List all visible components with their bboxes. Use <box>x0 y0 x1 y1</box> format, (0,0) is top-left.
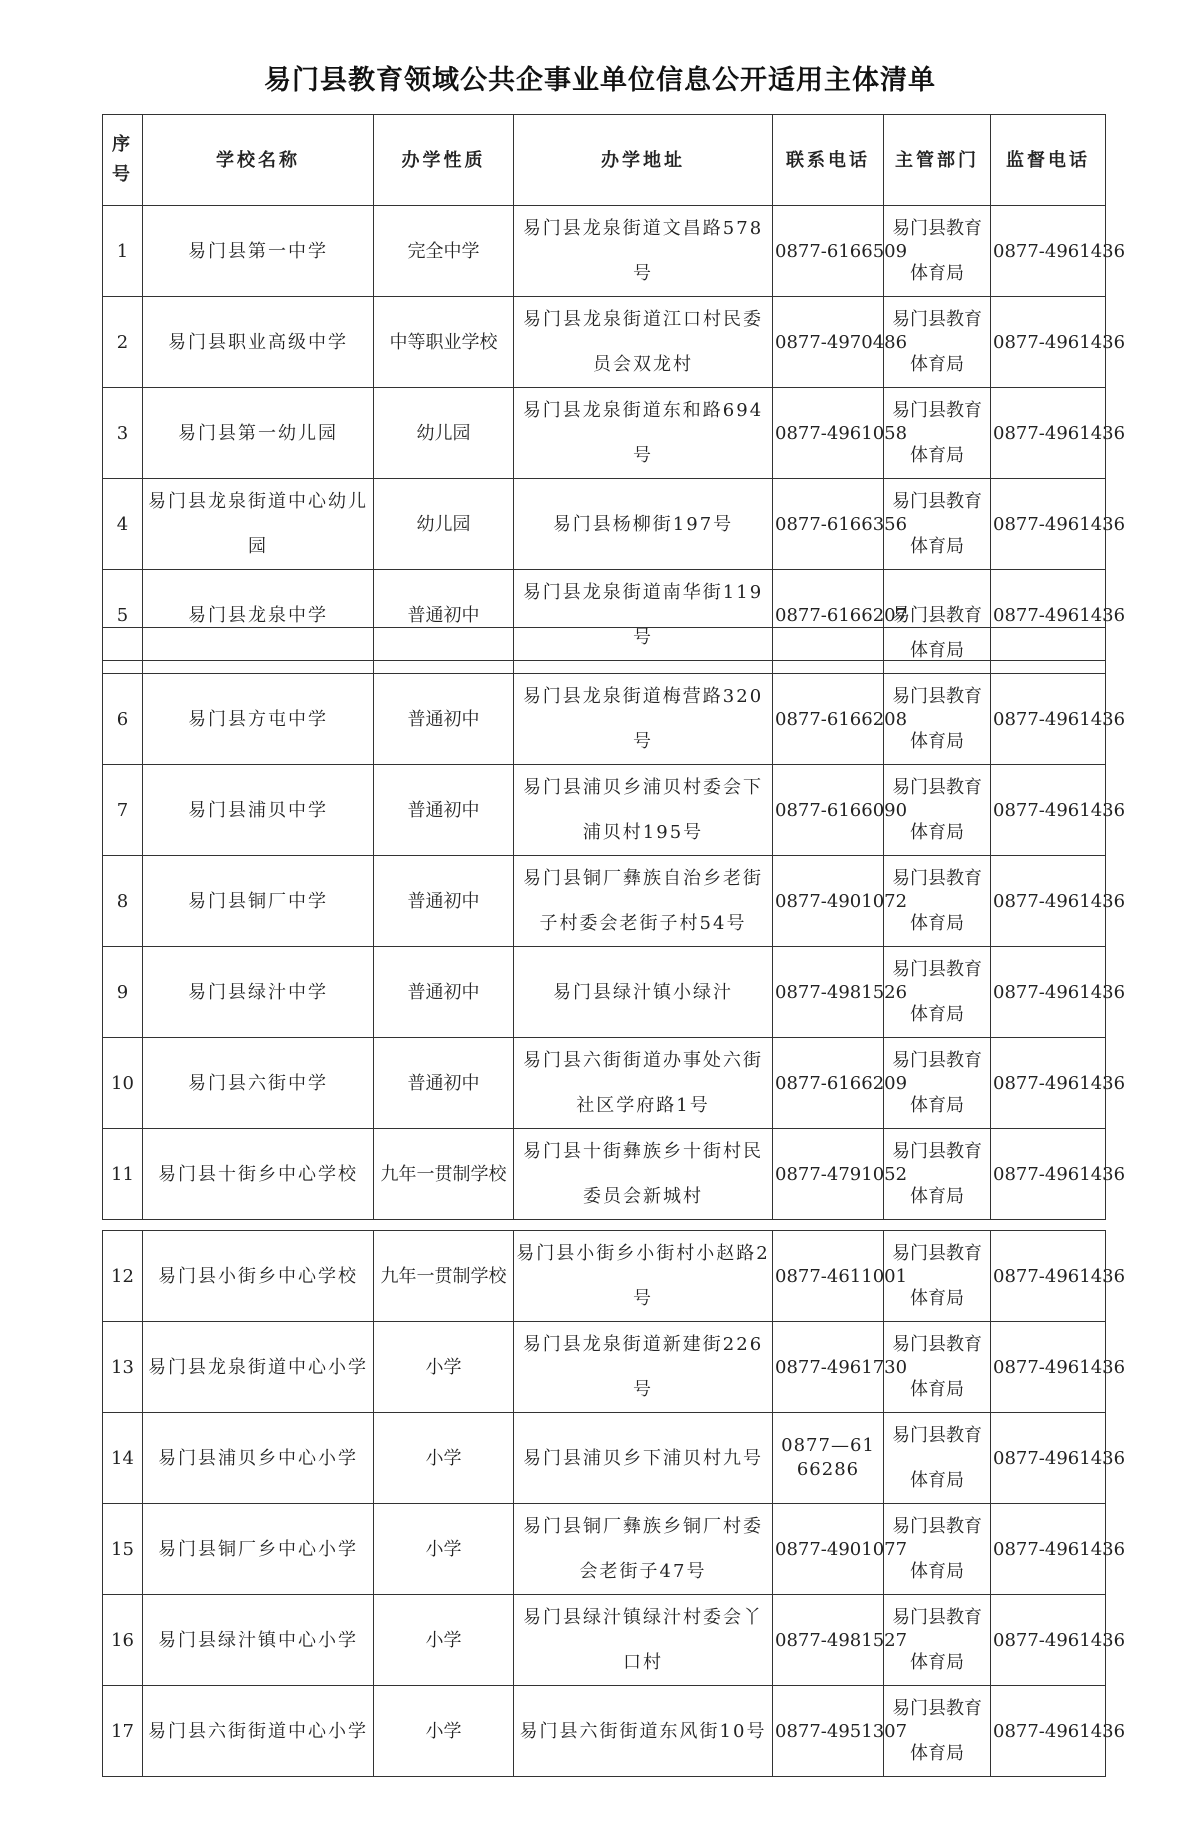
cell-seq: 10 <box>103 1038 143 1129</box>
cell-phone: 0877-4970486 <box>773 297 884 388</box>
table-row <box>103 1686 1106 1777</box>
schools-table-part-1 <box>102 114 1126 661</box>
cell-seq: 4 <box>103 479 143 570</box>
cell-address: 易门县杨柳街197号 <box>514 479 773 570</box>
cell-nature: 小学 <box>374 1322 514 1413</box>
table-row <box>103 765 1106 856</box>
cell-supervise: 0877-4961436 <box>991 1504 1106 1595</box>
cell-dept: 易门县教育体育局 <box>884 479 991 570</box>
cell-dept: 易门县教育体育局 <box>884 1322 991 1413</box>
table-row <box>103 856 1106 947</box>
cell-address: 易门县龙泉街道梅营路320号 <box>514 674 773 765</box>
cell-address: 易门县铜厂彝族自治乡老街子村委会老街子村54号 <box>514 856 773 947</box>
cell-seq: 16 <box>103 1595 143 1686</box>
cell-dept: 易门县教育体育局 <box>884 1038 991 1129</box>
cell-phone: 0877-4961730 <box>773 1322 884 1413</box>
cell-address: 易门县龙泉街道文昌路578号 <box>514 206 773 297</box>
cell-school-name: 易门县浦贝中学 <box>143 765 374 856</box>
cell-phone: 0877-6166509 <box>773 206 884 297</box>
cell-school-name: 易门县小街乡中心学校 <box>143 1231 374 1322</box>
cell-school-name: 易门县绿汁镇中心小学 <box>143 1595 374 1686</box>
cell-school-name: 易门县六街街道中心小学 <box>143 1686 374 1777</box>
cell-nature: 幼儿园 <box>374 388 514 479</box>
cell-seq: 2 <box>103 297 143 388</box>
table-row <box>103 206 1106 297</box>
cell-school-name: 易门县龙泉街道中心小学 <box>143 1322 374 1413</box>
cell-school-name: 易门县铜厂乡中心小学 <box>143 1504 374 1595</box>
cell-phone: 0877-4901077 <box>773 1504 884 1595</box>
cell-address: 易门县龙泉街道南华街119号 <box>514 570 773 661</box>
cell-dept: 易门县教育体育局 <box>884 856 991 947</box>
cell-phone: 0877-6166090 <box>773 765 884 856</box>
cell-supervise: 0877-4961436 <box>991 856 1106 947</box>
cell-seq: 7 <box>103 765 143 856</box>
cell-supervise: 0877-4961436 <box>991 947 1106 1038</box>
cell-address: 易门县龙泉街道江口村民委员会双龙村 <box>514 297 773 388</box>
cell-dept: 易门县教育体育局 <box>884 1413 991 1504</box>
cell-school-name: 易门县第一中学 <box>143 206 374 297</box>
cell-address: 易门县绿汁镇小绿汁 <box>514 947 773 1038</box>
table-row <box>103 1413 1106 1504</box>
cell-address: 易门县小街乡小街村小赵路2号 <box>514 1231 773 1322</box>
cell-school-name: 易门县十街乡中心学校 <box>143 1129 374 1220</box>
cell-nature: 普通初中 <box>374 765 514 856</box>
table-row <box>103 1231 1106 1322</box>
cell-seq: 1 <box>103 206 143 297</box>
document-title: 易门县教育领域公共企事业单位信息公开适用主体清单 <box>264 65 936 96</box>
table-header-row <box>103 115 1106 206</box>
cell-supervise: 0877-4961436 <box>991 1038 1106 1129</box>
cell-seq: 15 <box>103 1504 143 1595</box>
cell-phone: 0877-4961058 <box>773 388 884 479</box>
cell-address: 易门县浦贝乡下浦贝村九号 <box>514 1413 773 1504</box>
cell-address: 易门县浦贝乡浦贝村委会下浦贝村195号 <box>514 765 773 856</box>
cell-dept-continued: 体育局 <box>884 628 991 674</box>
cell-dept: 易门县教育体育局 <box>884 765 991 856</box>
cell-school-name: 易门县绿汁中学 <box>143 947 374 1038</box>
cell-supervise: 0877-4961436 <box>991 765 1106 856</box>
header-dept: 主管部门 <box>884 115 991 206</box>
cell-supervise: 0877-4961436 <box>991 1322 1106 1413</box>
cell-dept: 易门县教育体育局 <box>884 297 991 388</box>
cell-nature: 小学 <box>374 1686 514 1777</box>
cell-phone: 0877-4981526 <box>773 947 884 1038</box>
cell-dept: 易门县教育体育局 <box>884 1231 991 1322</box>
cell-address: 易门县六街街道东风街10号 <box>514 1686 773 1777</box>
cell-seq: 12 <box>103 1231 143 1322</box>
header-supervise: 监督电话 <box>991 115 1106 206</box>
table-row <box>103 479 1106 570</box>
header-name: 学校名称 <box>143 115 374 206</box>
cell-phone: 0877-4791052 <box>773 1129 884 1220</box>
cell-supervise: 0877-4961436 <box>991 1231 1106 1322</box>
cell-phone: 0877-6166356 <box>773 479 884 570</box>
cell-seq: 14 <box>103 1413 143 1504</box>
table-row <box>103 674 1106 765</box>
table-row <box>103 1504 1106 1595</box>
cell-nature: 普通初中 <box>374 947 514 1038</box>
cell-nature: 九年一贯制学校 <box>374 1129 514 1220</box>
cell-phone: 0877-4981527 <box>773 1595 884 1686</box>
cell-address: 易门县龙泉街道东和路694号 <box>514 388 773 479</box>
cell-nature: 小学 <box>374 1504 514 1595</box>
cell-address: 易门县绿汁镇绿汁村委会丫口村 <box>514 1595 773 1686</box>
header-address: 办学地址 <box>514 115 773 206</box>
table-row <box>103 1038 1106 1129</box>
cell-school-name: 易门县职业高级中学 <box>143 297 374 388</box>
cell-nature: 普通初中 <box>374 856 514 947</box>
cell-seq: 8 <box>103 856 143 947</box>
cell-nature: 小学 <box>374 1413 514 1504</box>
cell-phone: 0877-4611001 <box>773 1231 884 1322</box>
cell-supervise: 0877-4961436 <box>991 388 1106 479</box>
cell-supervise: 0877-4961436 <box>991 1686 1106 1777</box>
cell-seq: 5 <box>103 570 143 661</box>
cell-address: 易门县十街彝族乡十街村民委员会新城村 <box>514 1129 773 1220</box>
cell-seq: 3 <box>103 388 143 479</box>
schools-table-part-3 <box>102 1230 1126 1777</box>
cell-phone: 0877-6166207 <box>773 570 884 661</box>
cell-supervise: 0877-4961436 <box>991 1129 1106 1220</box>
cell-supervise: 0877-4961436 <box>991 570 1106 661</box>
cell-dept: 易门县教育体育局 <box>884 1129 991 1220</box>
table-row <box>103 1322 1106 1413</box>
cell-dept: 易门县教育 <box>884 570 991 661</box>
cell-address: 易门县铜厂彝族乡铜厂村委会老街子47号 <box>514 1504 773 1595</box>
cell-dept: 易门县教育体育局 <box>884 674 991 765</box>
cell-nature: 完全中学 <box>374 206 514 297</box>
header-phone: 联系电话 <box>773 115 884 206</box>
cell-seq: 6 <box>103 674 143 765</box>
cell-school-name: 易门县六街中学 <box>143 1038 374 1129</box>
header-seq: 序号 <box>103 115 143 206</box>
cell-supervise: 0877-4961436 <box>991 674 1106 765</box>
cell-phone: 0877-6166208 <box>773 674 884 765</box>
cell-phone: 0877-4901072 <box>773 856 884 947</box>
cell-seq: 11 <box>103 1129 143 1220</box>
cell-supervise: 0877-4961436 <box>991 1413 1106 1504</box>
cell-phone: 0877-4951307 <box>773 1686 884 1777</box>
cell-dept: 易门县教育体育局 <box>884 1504 991 1595</box>
cell-nature: 幼儿园 <box>374 479 514 570</box>
cell-school-name: 易门县方屯中学 <box>143 674 374 765</box>
cell-phone: 0877-6166209 <box>773 1038 884 1129</box>
cell-nature: 中等职业学校 <box>374 297 514 388</box>
cell-nature: 九年一贯制学校 <box>374 1231 514 1322</box>
cell-seq: 17 <box>103 1686 143 1777</box>
table-row <box>103 1595 1106 1686</box>
cell-seq: 9 <box>103 947 143 1038</box>
cell-address: 易门县龙泉街道新建街226号 <box>514 1322 773 1413</box>
cell-school-name: 易门县龙泉街道中心幼儿园 <box>143 479 374 570</box>
cell-supervise: 0877-4961436 <box>991 1595 1106 1686</box>
cell-dept: 易门县教育体育局 <box>884 206 991 297</box>
table-row <box>103 388 1106 479</box>
cell-school-name: 易门县铜厂中学 <box>143 856 374 947</box>
cell-dept: 易门县教育体育局 <box>884 388 991 479</box>
cell-seq: 13 <box>103 1322 143 1413</box>
cell-nature: 普通初中 <box>374 674 514 765</box>
table-row <box>103 1129 1106 1220</box>
cell-school-name: 易门县第一幼儿园 <box>143 388 374 479</box>
header-nature: 办学性质 <box>374 115 514 206</box>
cell-school-name: 易门县浦贝乡中心小学 <box>143 1413 374 1504</box>
continuation-row <box>103 628 1106 674</box>
table-row <box>103 947 1106 1038</box>
cell-school-name: 易门县龙泉中学 <box>143 570 374 661</box>
cell-dept: 易门县教育体育局 <box>884 947 991 1038</box>
schools-table-part-2 <box>102 627 1126 1220</box>
table-row <box>103 297 1106 388</box>
cell-supervise: 0877-4961436 <box>991 479 1106 570</box>
cell-address: 易门县六街街道办事处六街社区学府路1号 <box>514 1038 773 1129</box>
cell-supervise: 0877-4961436 <box>991 206 1106 297</box>
cell-dept: 易门县教育体育局 <box>884 1686 991 1777</box>
cell-nature: 小学 <box>374 1595 514 1686</box>
cell-dept: 易门县教育体育局 <box>884 1595 991 1686</box>
cell-phone: 0877—6166286 <box>773 1413 884 1504</box>
cell-nature: 普通初中 <box>374 1038 514 1129</box>
cell-nature: 普通初中 <box>374 570 514 661</box>
cell-supervise: 0877-4961436 <box>991 297 1106 388</box>
